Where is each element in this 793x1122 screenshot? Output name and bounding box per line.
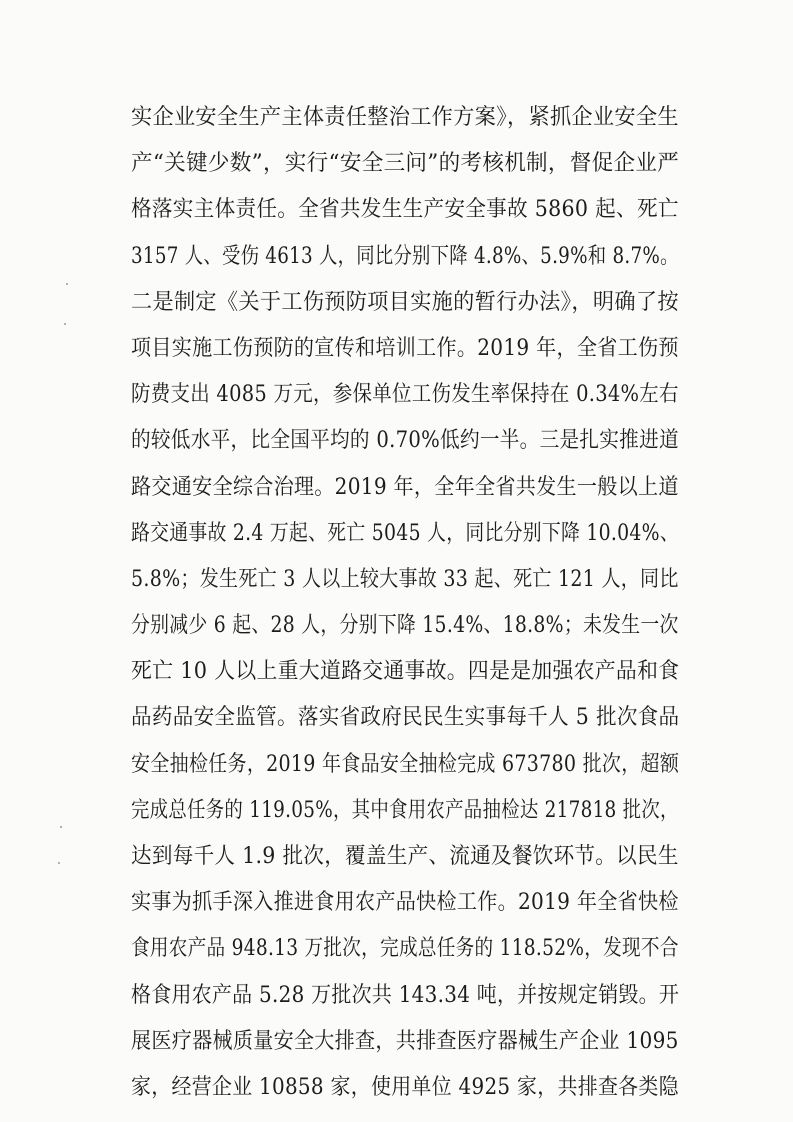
text-line: 产“关键少数”，实行“安全三问”的考核机制，督促企业严: [131, 151, 680, 177]
text-line: 二是制定《关于工伤预防项目实施的暂行办法》，明确了按: [131, 289, 679, 315]
text-line: 食用农产品 948.13 万批次，完成总任务的 118.52%，发现不合: [131, 936, 679, 962]
text-line: 防费支出 4085 万元，参保单位工伤发生率保持在 0.34%左右: [131, 382, 679, 408]
text-line: 展医疗器械质量安全大排查，共排查医疗器械生产企业 1095: [131, 1028, 679, 1054]
text-line: 安全抽检任务，2019 年食品安全抽检完成 673780 批次，超额: [131, 751, 680, 777]
text-line: 格落实主体责任。全省共发生生产安全事故 5860 起、死亡: [131, 197, 679, 223]
text-line: 实企业安全生产主体责任整治工作方案》，紧抓企业安全生: [131, 105, 679, 130]
text-line: 路交通安全综合治理。2019 年，全年全省共发生一般以上道: [131, 474, 679, 500]
text-line: 死亡 10 人以上重大道路交通事故。四是是加强农产品和食: [131, 659, 680, 685]
body-text: [131, 95, 679, 1111]
text-line: 分别减少 6 起、28 人，分别下降 15.4%、18.8%；未发生一次: [131, 613, 679, 639]
text-line: 项目实施工伤预防的宣传和培训工作。2019 年，全省工伤预: [131, 335, 679, 361]
text-line: 5.8%；发生死亡 3 人以上较大事故 33 起、死亡 121 人，同比: [131, 566, 679, 592]
text-line: 家，经营企业 10858 家，使用单位 4925 家，共排查各类隐: [131, 1074, 679, 1100]
scan-speck: [58, 862, 60, 864]
text-line: 品药品安全监管。落实省政府民民生实事每千人 5 批次食品: [131, 705, 680, 731]
text-line: 的较低水平，比全国平均的 0.70%低约一半。三是扎实推进道: [131, 428, 679, 454]
text-line: 实事为抓手深入推进食用农产品快检工作。2019 年全省快检: [131, 890, 679, 916]
scan-speck: [64, 323, 66, 325]
scan-speck: [60, 826, 62, 828]
scan-speck: [66, 283, 68, 285]
text-line: 完成总任务的 119.05%，其中食用农产品抽检达 217818 批次，: [131, 797, 679, 823]
text-line: 3157 人、受伤 4613 人，同比分别下降 4.8%、5.9%和 8.7%。: [131, 243, 679, 269]
text-line: 达到每千人 1.9 批次，覆盖生产、流通及餐饮环节。以民生: [131, 844, 679, 869]
text-line: 格食用农产品 5.28 万批次共 143.34 吨，并按规定销毁。开: [131, 982, 680, 1008]
text-line: 路交通事故 2.4 万起、死亡 5045 人，同比分别下降 10.04%、: [131, 520, 679, 546]
